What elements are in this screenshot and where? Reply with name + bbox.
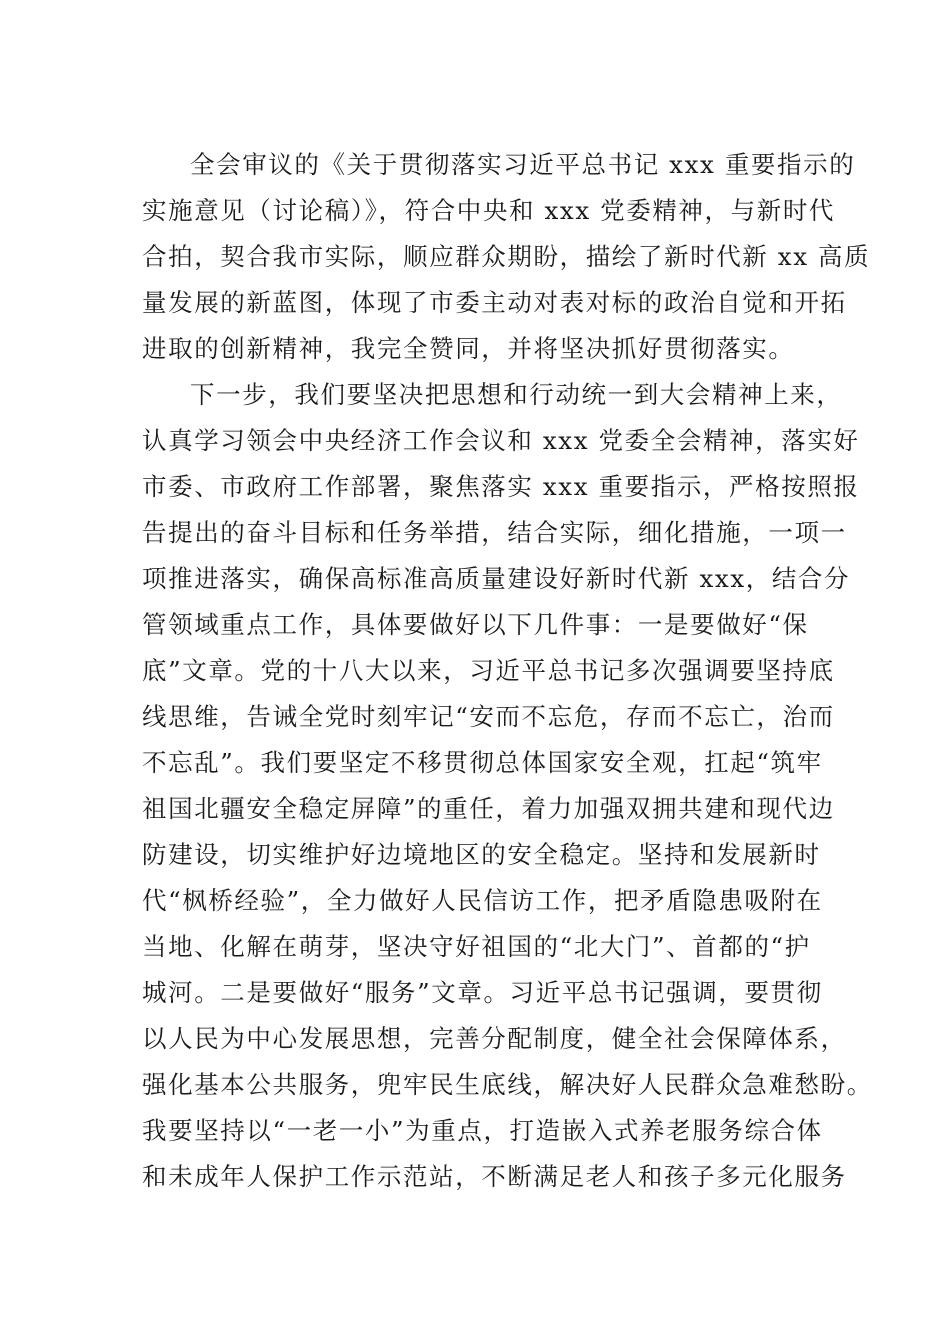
paragraph-2-line: 以人民为中心发展思想，完善分配制度，健全社会保障体系，: [142, 1024, 847, 1053]
paragraph-2-line: 认真学习领会中央经济工作会议和 xxx 党委全会精神，落实好: [142, 426, 860, 455]
paragraph-2-line: 当地、化解在萌芽，坚决守好祖国的“北大门”、首都的“护: [142, 932, 811, 961]
paragraph-2-line: 项推进落实，确保高标准高质量建设好新时代新 xxx，结合分: [142, 564, 851, 593]
paragraph-2-line: 和未成年人保护工作示范站，不断满足老人和孩子多元化服务: [142, 1162, 847, 1191]
paragraph-1-line: 合拍，契合我市实际，顺应群众期盼，描绘了新时代新 xx 高质: [142, 242, 871, 271]
paragraph-2-line: 我要坚持以“一老一小”为重点，打造嵌入式养老服务综合体: [142, 1116, 823, 1145]
body-text: [142, 142, 873, 1200]
paragraph-2-line: 城河。二是要做好“服务”文章。习近平总书记强调，要贯彻: [142, 978, 823, 1007]
paragraph-2-line: 线思维，告诫全党时刻牢记“安而不忘危，存而不忘亡，治而: [142, 702, 835, 731]
paragraph-1-line: 实施意见（讨论稿）》，符合中央和 xxx 党委精神，与新时代: [142, 196, 836, 225]
paragraph-2-line: 管领域重点工作，具体要做好以下几件事：一是要做好“保: [142, 610, 809, 639]
paragraph-2-line: 不忘乱”。我们要坚定不移贯彻总体国家安全观，扛起“筑牢: [142, 748, 823, 777]
paragraph-1-line: 量发展的新蓝图，体现了市委主动对表对标的政治自觉和开拓: [142, 288, 847, 317]
paragraph-2-line: 市委、市政府工作部署，聚焦落实 xxx 重要指示，严格按照报: [142, 472, 860, 501]
paragraph-2-line: 代“枫桥经验”，全力做好人民信访工作，把矛盾隐患吸附在: [142, 886, 823, 915]
paragraph-2-line: 强化基本公共服务，兜牢民生底线，解决好人民群众急难愁盼。: [142, 1070, 873, 1099]
paragraph-2-line: 防建设，切实维护好边境地区的安全稳定。坚持和发展新时: [142, 840, 821, 869]
paragraph-2-line: 告提出的奋斗目标和任务举措，结合实际，细化措施，一项一: [142, 518, 847, 547]
paragraph-2-line: 底”文章。党的十八大以来，习近平总书记多次强调要坚持底: [142, 656, 835, 685]
paragraph-2-line: 下一步，我们要坚决把思想和行动统一到大会精神上来，: [190, 380, 843, 409]
paragraph-2-line: 祖国北疆安全稳定屏障”的重任，着力加强双拥共建和现代边: [142, 794, 835, 823]
paragraph-1-line: 全会审议的《关于贯彻落实习近平总书记 xxx 重要指示的: [190, 150, 856, 179]
paragraph-1-line: 进取的创新精神，我完全赞同，并将坚决抓好贯彻落实。: [142, 334, 795, 363]
